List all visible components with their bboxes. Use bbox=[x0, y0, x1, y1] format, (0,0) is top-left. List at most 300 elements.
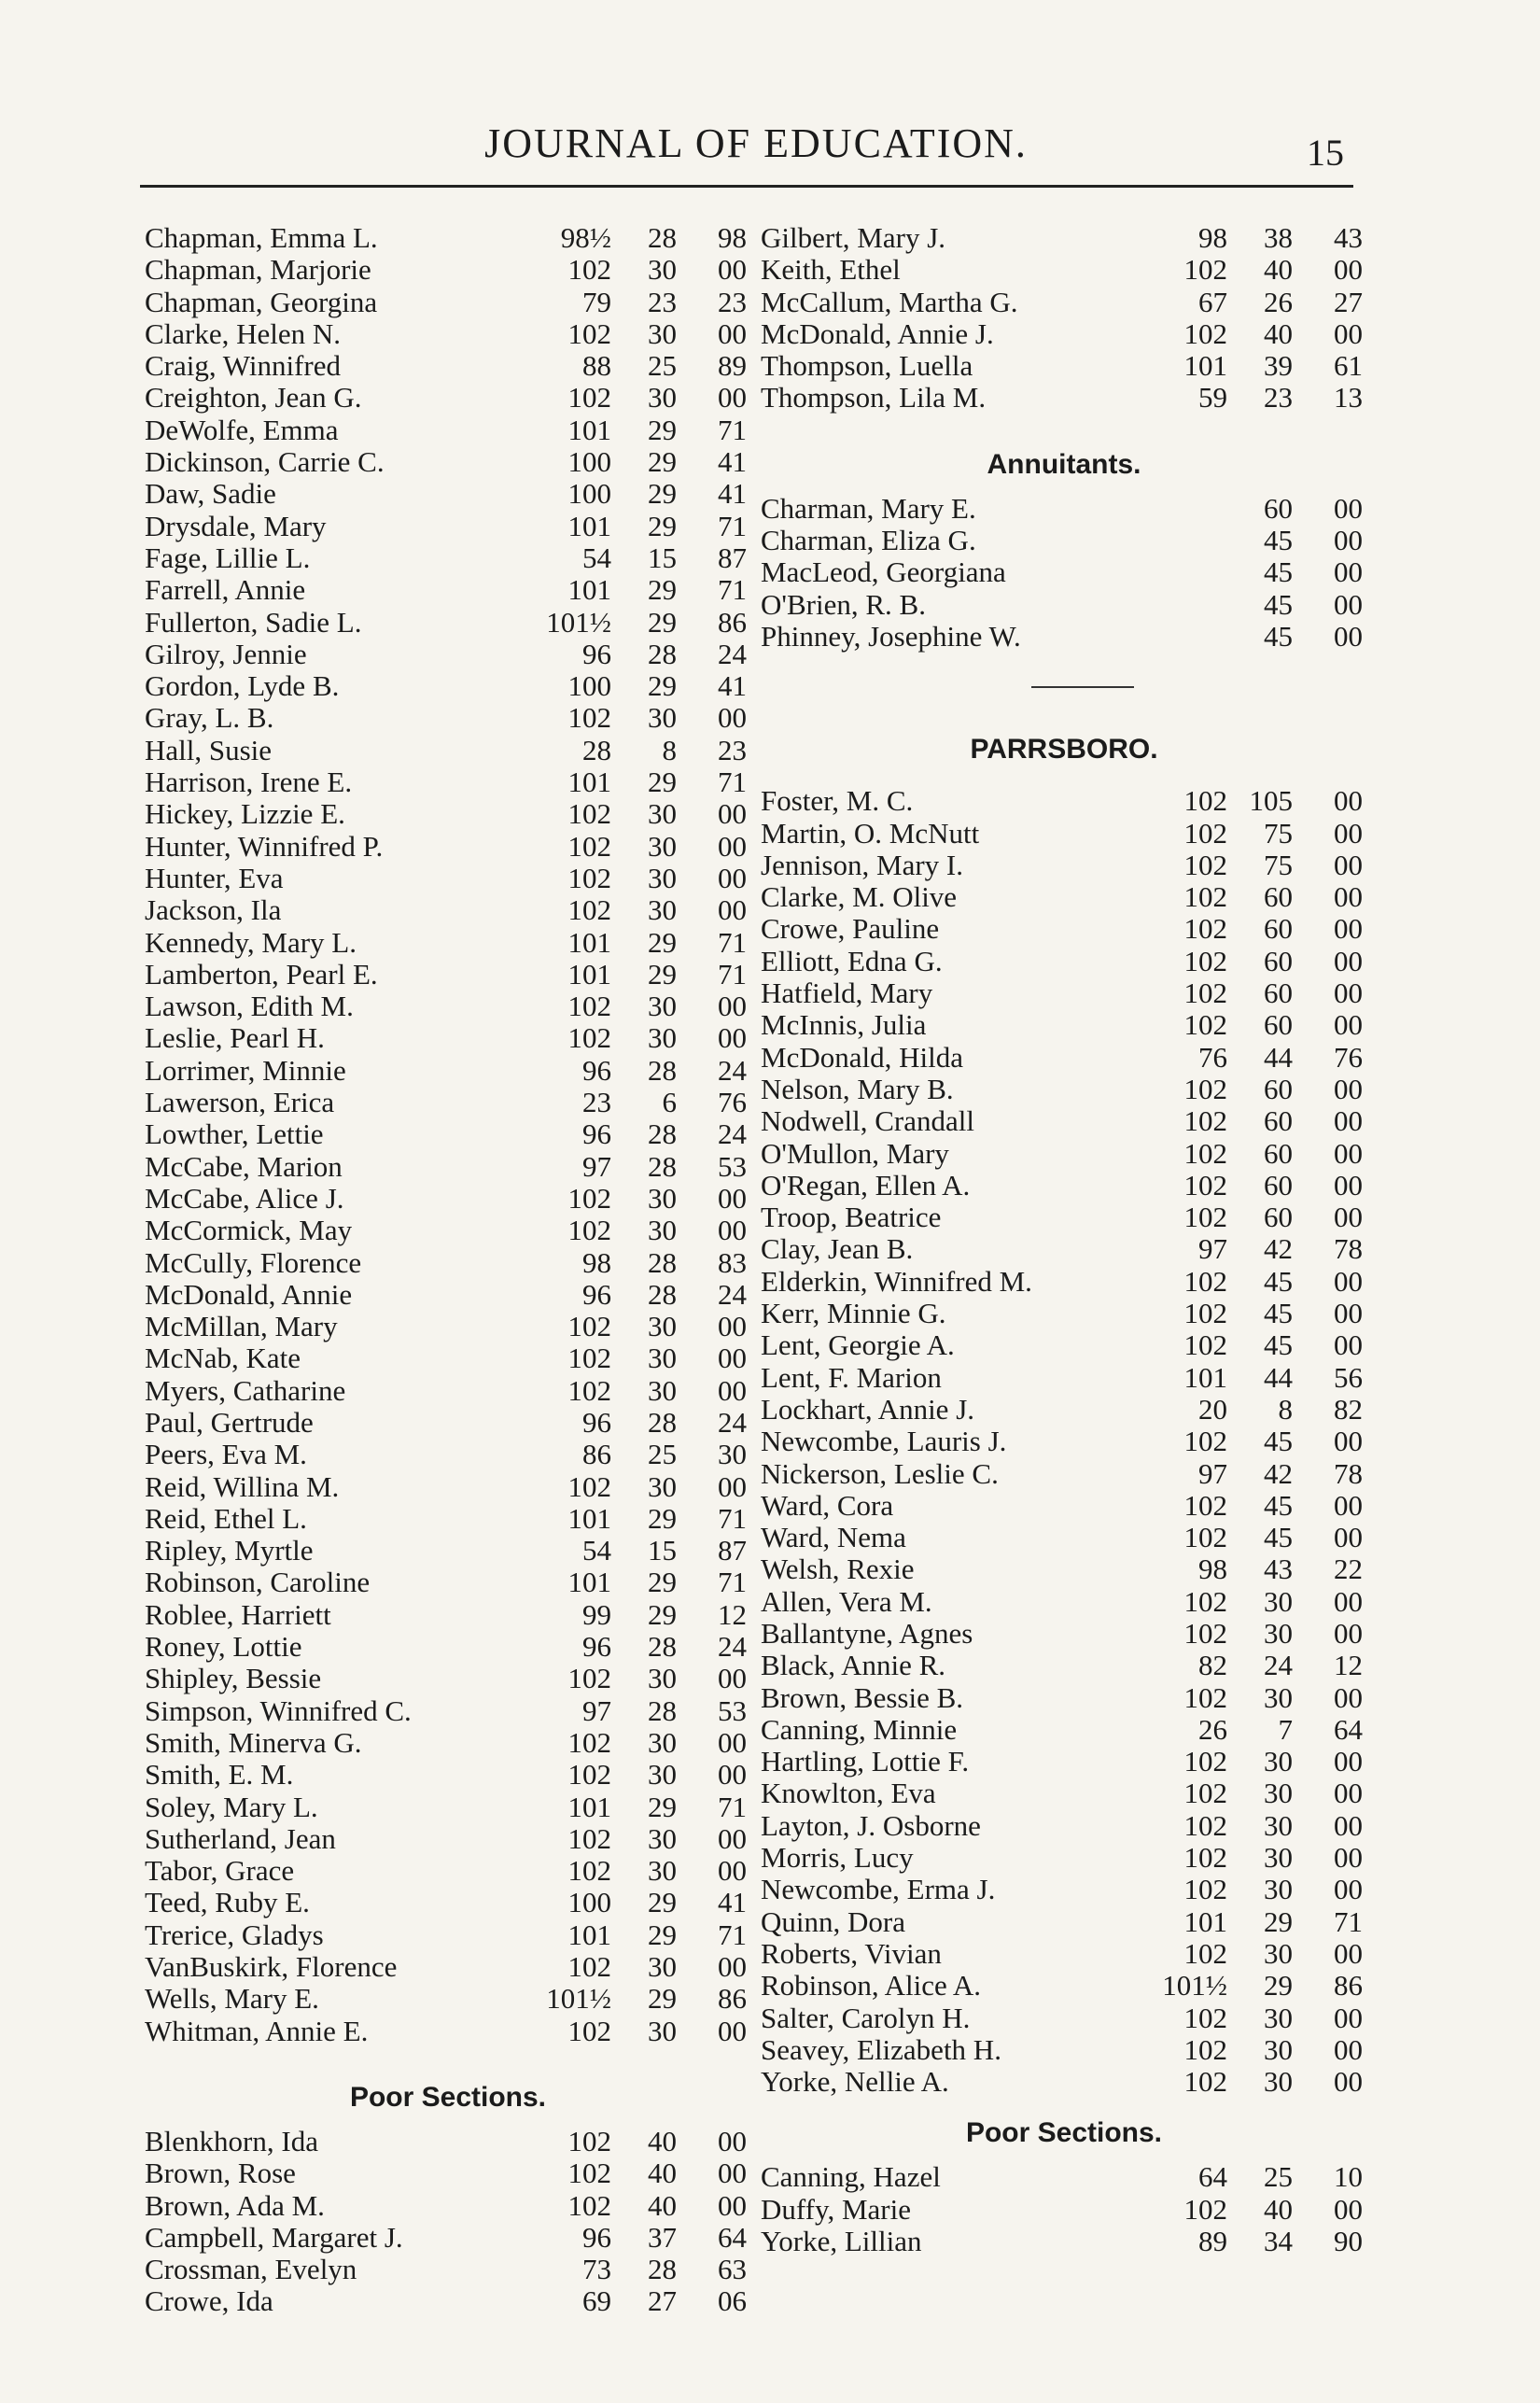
table-row bbox=[145, 415, 751, 446]
table-row bbox=[145, 1951, 751, 1983]
table-row bbox=[761, 222, 1367, 254]
grant-dollars: 30 bbox=[648, 1854, 677, 1888]
grant-dollars: 42 bbox=[1264, 1232, 1293, 1266]
grant-cents: 86 bbox=[718, 605, 747, 639]
grant-dollars: 105 bbox=[1249, 784, 1293, 818]
grant-cents: 00 bbox=[1334, 848, 1363, 881]
table-row bbox=[145, 1375, 751, 1407]
table-row bbox=[145, 1022, 751, 1054]
grant-cents: 00 bbox=[718, 1021, 747, 1055]
table-row bbox=[145, 1407, 751, 1439]
grant-dollars: 40 bbox=[1264, 253, 1293, 287]
grant-dollars: 45 bbox=[1264, 619, 1293, 653]
table-row bbox=[145, 350, 751, 382]
teacher-name: Tabor, Grace bbox=[145, 1855, 295, 1888]
grant-dollars: 29 bbox=[648, 1501, 677, 1535]
days-taught: 102 bbox=[1183, 1521, 1227, 1554]
days-taught: 102 bbox=[567, 2124, 611, 2157]
table-row bbox=[145, 1823, 751, 1855]
teacher-name: McDonald, Hilda bbox=[761, 1041, 963, 1074]
table-row bbox=[145, 478, 751, 510]
grant-cents: 00 bbox=[1334, 1777, 1363, 1810]
grant-dollars: 60 bbox=[1264, 944, 1293, 977]
days-taught bbox=[1153, 525, 1227, 556]
grant-cents: 00 bbox=[1334, 1201, 1363, 1234]
days-taught: 100 bbox=[567, 1886, 611, 1919]
days-taught: 102 bbox=[567, 2157, 611, 2190]
teacher-name: Myers, Catharine bbox=[145, 1374, 346, 1407]
table-row bbox=[145, 894, 751, 926]
grant-dollars: 30 bbox=[648, 829, 677, 863]
grant-dollars: 30 bbox=[1264, 1584, 1293, 1618]
teacher-name: Seavey, Elizabeth H. bbox=[761, 2033, 1001, 2066]
teacher-name: Dickinson, Carrie C. bbox=[145, 446, 385, 479]
teacher-name: Fullerton, Sadie L. bbox=[145, 606, 362, 639]
table-row bbox=[761, 1810, 1367, 1842]
grant-dollars: 30 bbox=[648, 316, 677, 350]
grant-cents: 71 bbox=[718, 1790, 747, 1823]
teacher-name: Nickerson, Leslie C. bbox=[761, 1457, 999, 1490]
table-row bbox=[145, 1439, 751, 1470]
grant-dollars: 30 bbox=[648, 701, 677, 735]
table-row bbox=[145, 1247, 751, 1279]
teacher-name: Robinson, Alice A. bbox=[761, 1970, 981, 2002]
grant-cents: 00 bbox=[1334, 1745, 1363, 1778]
grant-cents: 00 bbox=[718, 1725, 747, 1759]
grant-cents: 00 bbox=[1334, 524, 1363, 557]
table-row bbox=[761, 1618, 1367, 1650]
table-row bbox=[761, 1714, 1367, 1746]
table-row bbox=[145, 639, 751, 670]
grant-cents: 00 bbox=[718, 1758, 747, 1792]
teacher-name: Crowe, Pauline bbox=[761, 913, 940, 946]
grant-cents: 00 bbox=[1334, 1936, 1363, 1970]
table-row bbox=[145, 1663, 751, 1694]
table-row bbox=[761, 1329, 1367, 1361]
table-row bbox=[761, 2226, 1367, 2257]
days-taught: 102 bbox=[567, 381, 611, 415]
grant-cents: 00 bbox=[1334, 2192, 1363, 2226]
table-row bbox=[145, 927, 751, 959]
grant-cents: 00 bbox=[1334, 1264, 1363, 1298]
grant-cents: 00 bbox=[1334, 1616, 1363, 1650]
table-row bbox=[145, 2254, 751, 2285]
teacher-name: Black, Annie R. bbox=[761, 1650, 946, 1682]
days-taught: 102 bbox=[1183, 1201, 1227, 1234]
grant-dollars: 27 bbox=[648, 2284, 677, 2318]
table-row bbox=[145, 1695, 751, 1727]
teacher-name: Crowe, Ida bbox=[145, 2285, 273, 2318]
grant-dollars: 30 bbox=[1264, 1777, 1293, 1810]
teacher-name: VanBuskirk, Florence bbox=[145, 1951, 398, 1984]
grant-dollars: 75 bbox=[1264, 848, 1293, 881]
grant-cents: 00 bbox=[1334, 912, 1363, 946]
table-row bbox=[761, 318, 1367, 350]
teacher-name: Clarke, M. Olive bbox=[761, 881, 958, 914]
grant-dollars: 30 bbox=[648, 861, 677, 894]
grant-dollars: 45 bbox=[1264, 524, 1293, 557]
grant-cents: 00 bbox=[1334, 880, 1363, 914]
parrsboro-heading: PARRSBORO. bbox=[970, 734, 1158, 766]
table-row bbox=[761, 1266, 1367, 1298]
grant-dollars: 30 bbox=[1264, 2065, 1293, 2099]
grant-cents: 13 bbox=[1334, 381, 1363, 415]
days-taught: 96 bbox=[582, 1405, 611, 1439]
table-row bbox=[145, 1183, 751, 1215]
poor-sections-heading: Poor Sections. bbox=[965, 2117, 1163, 2149]
teacher-name: McNab, Kate bbox=[145, 1342, 301, 1375]
table-row bbox=[761, 1522, 1367, 1553]
grant-cents: 00 bbox=[1334, 1297, 1363, 1330]
days-taught: 98½ bbox=[560, 221, 611, 254]
table-row bbox=[761, 1074, 1367, 1105]
grant-cents: 00 bbox=[718, 1854, 747, 1888]
table-row bbox=[145, 1727, 751, 1759]
grant-cents: 00 bbox=[718, 316, 747, 350]
grant-cents: 24 bbox=[718, 1277, 747, 1311]
days-taught: 102 bbox=[1183, 977, 1227, 1010]
days-taught: 102 bbox=[1183, 2032, 1227, 2066]
grant-cents: 61 bbox=[1334, 349, 1363, 383]
grant-dollars: 29 bbox=[648, 1566, 677, 1599]
grant-cents: 89 bbox=[718, 349, 747, 383]
teacher-name: Creighton, Jean G. bbox=[145, 382, 362, 415]
grant-cents: 64 bbox=[1334, 1712, 1363, 1746]
grant-cents: 00 bbox=[718, 1181, 747, 1215]
days-taught: 98 bbox=[1198, 1553, 1227, 1586]
days-taught: 89 bbox=[1198, 2225, 1227, 2258]
teacher-name: Brown, Bessie B. bbox=[761, 1681, 963, 1714]
grant-cents: 00 bbox=[718, 1821, 747, 1855]
table-row bbox=[145, 1599, 751, 1631]
days-taught: 102 bbox=[567, 861, 611, 894]
grant-dollars: 30 bbox=[648, 1821, 677, 1855]
table-row bbox=[145, 1855, 751, 1887]
teacher-name: McInnis, Julia bbox=[761, 1009, 927, 1042]
table-row bbox=[145, 1919, 751, 1951]
teacher-name: Elliott, Edna G. bbox=[761, 945, 943, 977]
right-poor-list bbox=[761, 2161, 1367, 2257]
grant-dollars: 30 bbox=[648, 1758, 677, 1792]
teacher-name: Harrison, Irene E. bbox=[145, 766, 353, 799]
grant-cents: 71 bbox=[718, 413, 747, 446]
grant-cents: 00 bbox=[718, 2014, 747, 2047]
days-taught: 97 bbox=[1198, 1456, 1227, 1490]
grant-cents: 00 bbox=[1334, 1425, 1363, 1458]
days-taught: 101 bbox=[567, 766, 611, 799]
grant-cents: 00 bbox=[1334, 944, 1363, 977]
grant-dollars: 40 bbox=[648, 2188, 677, 2222]
table-row bbox=[145, 2126, 751, 2157]
days-taught: 102 bbox=[1183, 912, 1227, 946]
teacher-name: Ward, Nema bbox=[761, 1522, 906, 1554]
grant-dollars: 30 bbox=[648, 1950, 677, 1984]
grant-cents: 00 bbox=[1334, 816, 1363, 850]
teacher-name: Keith, Ethel bbox=[761, 254, 901, 287]
grant-cents: 12 bbox=[1334, 1649, 1363, 1682]
table-row bbox=[761, 1490, 1367, 1522]
grant-cents: 00 bbox=[1334, 2065, 1363, 2099]
teacher-name: Gilroy, Jennie bbox=[145, 638, 307, 670]
days-taught bbox=[1153, 493, 1227, 525]
grant-cents: 00 bbox=[718, 1950, 747, 1984]
table-row bbox=[145, 1503, 751, 1535]
page-title: JOURNAL OF EDUCATION. bbox=[484, 120, 1028, 166]
grant-cents: 00 bbox=[718, 2124, 747, 2157]
grant-cents: 56 bbox=[1334, 1360, 1363, 1394]
grant-dollars: 30 bbox=[648, 797, 677, 831]
teacher-name: Craig, Winnifred bbox=[145, 350, 341, 383]
table-row bbox=[761, 1298, 1367, 1329]
grant-dollars: 30 bbox=[1264, 1808, 1293, 1842]
grant-cents: 86 bbox=[1334, 1969, 1363, 2002]
days-taught: 102 bbox=[567, 1725, 611, 1759]
table-row bbox=[761, 2066, 1367, 2098]
days-taught: 69 bbox=[582, 2284, 611, 2318]
grant-dollars: 8 bbox=[662, 733, 677, 766]
table-row bbox=[761, 1842, 1367, 1874]
table-row bbox=[761, 1105, 1367, 1137]
table-row bbox=[145, 798, 751, 830]
table-row bbox=[145, 1151, 751, 1183]
teacher-name: Ripley, Myrtle bbox=[145, 1535, 314, 1567]
teacher-name: Leslie, Pearl H. bbox=[145, 1022, 325, 1055]
teacher-name: McDonald, Annie bbox=[145, 1278, 353, 1311]
days-taught: 102 bbox=[1183, 2192, 1227, 2226]
teacher-name: Hunter, Eva bbox=[145, 862, 284, 894]
grant-cents: 00 bbox=[1334, 555, 1363, 589]
days-taught bbox=[1153, 589, 1227, 621]
days-taught: 102 bbox=[567, 2188, 611, 2222]
days-taught: 102 bbox=[1183, 1072, 1227, 1105]
days-taught: 102 bbox=[567, 1021, 611, 1055]
grant-dollars: 6 bbox=[662, 1086, 677, 1119]
left-column bbox=[145, 222, 751, 2318]
table-row bbox=[145, 670, 751, 702]
days-taught: 102 bbox=[567, 1469, 611, 1503]
grant-cents: 53 bbox=[718, 1149, 747, 1183]
grant-cents: 63 bbox=[718, 2253, 747, 2286]
grant-dollars: 30 bbox=[1264, 1680, 1293, 1714]
teacher-name: Farrell, Annie bbox=[145, 574, 306, 607]
grant-dollars: 30 bbox=[1264, 1841, 1293, 1875]
days-taught: 102 bbox=[1183, 1425, 1227, 1458]
grant-cents: 00 bbox=[1334, 977, 1363, 1010]
teacher-name: Hartling, Lottie F. bbox=[761, 1746, 970, 1778]
teacher-name: Hatfield, Mary bbox=[761, 977, 933, 1010]
grant-dollars: 29 bbox=[648, 573, 677, 607]
grant-cents: 30 bbox=[718, 1438, 747, 1471]
grant-cents: 98 bbox=[718, 221, 747, 254]
table-row bbox=[761, 556, 1367, 588]
grant-cents: 00 bbox=[1334, 2001, 1363, 2034]
grant-cents: 64 bbox=[718, 2220, 747, 2254]
days-taught: 96 bbox=[582, 1117, 611, 1151]
teacher-name: Morris, Lucy bbox=[761, 1842, 914, 1875]
grant-cents: 00 bbox=[718, 1469, 747, 1503]
grant-cents: 00 bbox=[718, 990, 747, 1023]
teacher-name: Foster, M. C. bbox=[761, 785, 914, 818]
table-row bbox=[761, 621, 1367, 653]
grant-dollars: 29 bbox=[648, 669, 677, 703]
grant-cents: 71 bbox=[718, 509, 747, 542]
table-row bbox=[761, 1233, 1367, 1265]
grant-dollars: 7 bbox=[1278, 1712, 1293, 1746]
days-taught: 101 bbox=[567, 925, 611, 959]
days-taught: 97 bbox=[582, 1149, 611, 1183]
days-taught: 96 bbox=[582, 1630, 611, 1664]
teacher-name: Newcombe, Lauris J. bbox=[761, 1426, 1007, 1458]
grant-dollars: 60 bbox=[1264, 491, 1293, 525]
grant-dollars: 30 bbox=[648, 893, 677, 927]
grant-dollars: 60 bbox=[1264, 977, 1293, 1010]
grant-cents: 24 bbox=[718, 1053, 747, 1087]
days-taught: 102 bbox=[567, 1214, 611, 1247]
grant-dollars: 8 bbox=[1278, 1392, 1293, 1426]
grant-cents: 00 bbox=[718, 829, 747, 863]
days-taught: 98 bbox=[582, 1245, 611, 1279]
teacher-name: Nelson, Mary B. bbox=[761, 1073, 954, 1105]
teacher-name: McCully, Florence bbox=[145, 1246, 362, 1279]
teacher-name: Gordon, Lyde B. bbox=[145, 670, 340, 703]
teacher-name: Smith, E. M. bbox=[145, 1759, 294, 1792]
days-taught: 102 bbox=[567, 829, 611, 863]
days-taught: 102 bbox=[567, 316, 611, 350]
days-taught: 28 bbox=[582, 733, 611, 766]
days-taught: 102 bbox=[1183, 1328, 1227, 1362]
grant-dollars: 28 bbox=[648, 1053, 677, 1087]
days-taught: 26 bbox=[1198, 1712, 1227, 1746]
table-row bbox=[145, 1792, 751, 1823]
grant-dollars: 30 bbox=[648, 1310, 677, 1343]
grant-dollars: 25 bbox=[1264, 2160, 1293, 2194]
days-taught: 102 bbox=[1183, 1264, 1227, 1298]
grant-dollars: 30 bbox=[1264, 2032, 1293, 2066]
teacher-name: Gray, L. B. bbox=[145, 702, 274, 735]
days-taught: 101 bbox=[1183, 1904, 1227, 1938]
teacher-name: Smith, Minerva G. bbox=[145, 1726, 362, 1759]
teacher-name: Kennedy, Mary L. bbox=[145, 926, 357, 959]
grant-cents: 71 bbox=[718, 1918, 747, 1951]
teacher-name: Thompson, Lila M. bbox=[761, 382, 987, 415]
grant-cents: 00 bbox=[718, 1373, 747, 1407]
table-row bbox=[761, 1650, 1367, 1681]
grant-dollars: 30 bbox=[648, 1725, 677, 1759]
days-taught: 101 bbox=[567, 509, 611, 542]
days-taught: 102 bbox=[567, 893, 611, 927]
teacher-name: Newcombe, Erma J. bbox=[761, 1874, 996, 1906]
table-row bbox=[145, 766, 751, 798]
grant-cents: 78 bbox=[1334, 1456, 1363, 1490]
grant-cents: 00 bbox=[1334, 1008, 1363, 1042]
days-taught: 100 bbox=[567, 669, 611, 703]
days-taught: 102 bbox=[1183, 1808, 1227, 1842]
teacher-name: O'Regan, Ellen A. bbox=[761, 1169, 971, 1202]
grant-cents: 00 bbox=[1334, 1072, 1363, 1105]
days-taught: 82 bbox=[1198, 1649, 1227, 1682]
teacher-name: Chapman, Emma L. bbox=[145, 222, 378, 254]
grant-dollars: 44 bbox=[1264, 1360, 1293, 1394]
grant-dollars: 37 bbox=[648, 2220, 677, 2254]
grant-cents: 00 bbox=[1334, 1841, 1363, 1875]
table-row bbox=[145, 1118, 751, 1150]
table-row bbox=[145, 2285, 751, 2317]
table-row bbox=[761, 1426, 1367, 1457]
teacher-name: Canning, Hazel bbox=[761, 2161, 941, 2194]
grant-dollars: 28 bbox=[648, 1405, 677, 1439]
days-taught: 101 bbox=[567, 413, 611, 446]
days-taught: 23 bbox=[582, 1086, 611, 1119]
table-row bbox=[145, 1535, 751, 1567]
right-top-list bbox=[761, 222, 1367, 415]
section-divider bbox=[1031, 686, 1134, 688]
grant-dollars: 28 bbox=[648, 1245, 677, 1279]
teacher-name: Robinson, Caroline bbox=[145, 1567, 371, 1599]
table-row bbox=[145, 1087, 751, 1118]
days-taught: 102 bbox=[567, 1950, 611, 1984]
teacher-name: Clarke, Helen N. bbox=[145, 317, 342, 350]
grant-cents: 27 bbox=[1334, 285, 1363, 318]
grant-dollars: 42 bbox=[1264, 1456, 1293, 1490]
days-taught: 102 bbox=[1183, 848, 1227, 881]
grant-cents: 76 bbox=[1334, 1040, 1363, 1074]
grant-cents: 86 bbox=[718, 1982, 747, 2016]
grant-dollars: 34 bbox=[1264, 2225, 1293, 2258]
teacher-name: Soley, Mary L. bbox=[145, 1791, 318, 1823]
grant-dollars: 60 bbox=[1264, 1201, 1293, 1234]
table-row bbox=[761, 2194, 1367, 2226]
table-row bbox=[761, 525, 1367, 556]
teacher-name: Troop, Beatrice bbox=[761, 1202, 942, 1234]
teacher-name: Duffy, Marie bbox=[761, 2193, 911, 2226]
days-taught: 98 bbox=[1198, 221, 1227, 254]
table-row bbox=[761, 818, 1367, 850]
table-row bbox=[761, 881, 1367, 913]
days-taught: 102 bbox=[1183, 1584, 1227, 1618]
days-taught: 102 bbox=[1183, 1104, 1227, 1138]
days-taught: 102 bbox=[1183, 1873, 1227, 1906]
table-row bbox=[761, 1938, 1367, 1970]
table-row bbox=[145, 831, 751, 863]
grant-cents: 00 bbox=[1334, 587, 1363, 621]
grant-cents: 90 bbox=[1334, 2225, 1363, 2258]
table-row bbox=[145, 607, 751, 639]
grant-cents: 76 bbox=[718, 1086, 747, 1119]
grant-dollars: 28 bbox=[648, 1693, 677, 1727]
teacher-name: Quinn, Dora bbox=[761, 1905, 905, 1938]
days-taught: 102 bbox=[1183, 1297, 1227, 1330]
teacher-name: McDonald, Annie J. bbox=[761, 317, 994, 350]
teacher-name: Phinney, Josephine W. bbox=[761, 620, 1021, 653]
header-rule bbox=[140, 185, 1353, 188]
grant-dollars: 45 bbox=[1264, 1425, 1293, 1458]
grant-cents: 00 bbox=[1334, 2032, 1363, 2066]
table-row bbox=[761, 1682, 1367, 1714]
teacher-name: Gilbert, Mary J. bbox=[761, 222, 946, 254]
days-taught: 102 bbox=[567, 2014, 611, 2047]
grant-dollars: 26 bbox=[1264, 285, 1293, 318]
parrsboro-list bbox=[761, 785, 1367, 2098]
grant-cents: 00 bbox=[1334, 1104, 1363, 1138]
grant-cents: 00 bbox=[718, 1662, 747, 1695]
table-row bbox=[761, 946, 1367, 977]
days-taught: 102 bbox=[1183, 253, 1227, 287]
grant-dollars: 45 bbox=[1264, 1328, 1293, 1362]
days-taught: 96 bbox=[582, 1277, 611, 1311]
teacher-name: Ballantyne, Agnes bbox=[761, 1617, 973, 1650]
teacher-name: Salter, Carolyn H. bbox=[761, 2002, 971, 2034]
grant-dollars: 30 bbox=[648, 381, 677, 415]
